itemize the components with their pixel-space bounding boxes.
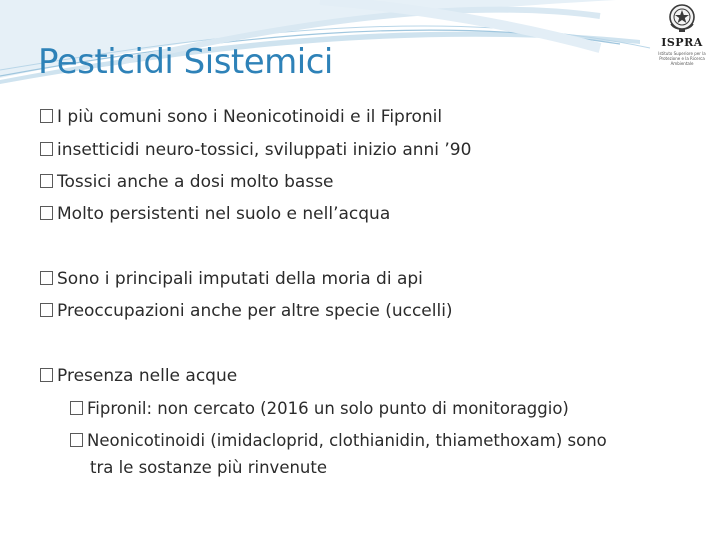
- box-bullet-icon: [40, 174, 53, 188]
- sub-bullet-text: Fipronil: non cercato (2016 un solo punto di monitoraggio): [87, 399, 569, 418]
- box-bullet-icon: [40, 271, 53, 285]
- bullet-text: Presenza nelle acque: [57, 366, 238, 386]
- box-bullet-icon: [70, 401, 83, 415]
- bullet-text: insetticidi neuro-tossici, sviluppati inizio anni ’90: [57, 140, 472, 160]
- sub-bullet-continuation: tra le sostanze più rinvenute: [90, 458, 328, 477]
- bullet-text: Molto persistenti nel suolo e nell’acqua: [57, 204, 391, 224]
- box-bullet-icon: [40, 142, 53, 156]
- bullet-item: [40, 268, 423, 290]
- logo-subtitle: Istituto Superiore per la Protezione e la Ricerca Ambientale: [658, 51, 706, 66]
- slide-title: Pesticidi Sistemici: [38, 42, 333, 82]
- box-bullet-icon: [40, 368, 53, 382]
- ispra-logo: [650, 2, 714, 64]
- bullet-item: [40, 171, 334, 193]
- bullet-text: I più comuni sono i Neonicotinoidi e il Fipronil: [57, 107, 443, 127]
- bullet-item: [40, 106, 442, 128]
- italian-republic-emblem-icon: [667, 2, 697, 34]
- bullet-item: [40, 139, 471, 161]
- logo-name: ISPRA: [661, 36, 703, 49]
- box-bullet-icon: [40, 206, 53, 220]
- bullet-item: [40, 365, 237, 387]
- bullet-text: Preoccupazioni anche per altre specie (uccelli): [57, 301, 453, 321]
- bullet-text: Sono i principali imputati della moria di api: [57, 269, 423, 289]
- bullet-item: [40, 203, 390, 225]
- box-bullet-icon: [70, 433, 83, 447]
- box-bullet-icon: [40, 303, 53, 317]
- bullet-text: Tossici anche a dosi molto basse: [57, 172, 334, 192]
- box-bullet-icon: [40, 109, 53, 123]
- sub-bullet-text: Neonicotinoidi (imidacloprid, clothianidin, thiamethoxam) sono: [87, 431, 607, 450]
- sub-bullet-item: [70, 430, 607, 452]
- sub-bullet-item: [70, 398, 569, 420]
- bullet-item: [40, 300, 453, 322]
